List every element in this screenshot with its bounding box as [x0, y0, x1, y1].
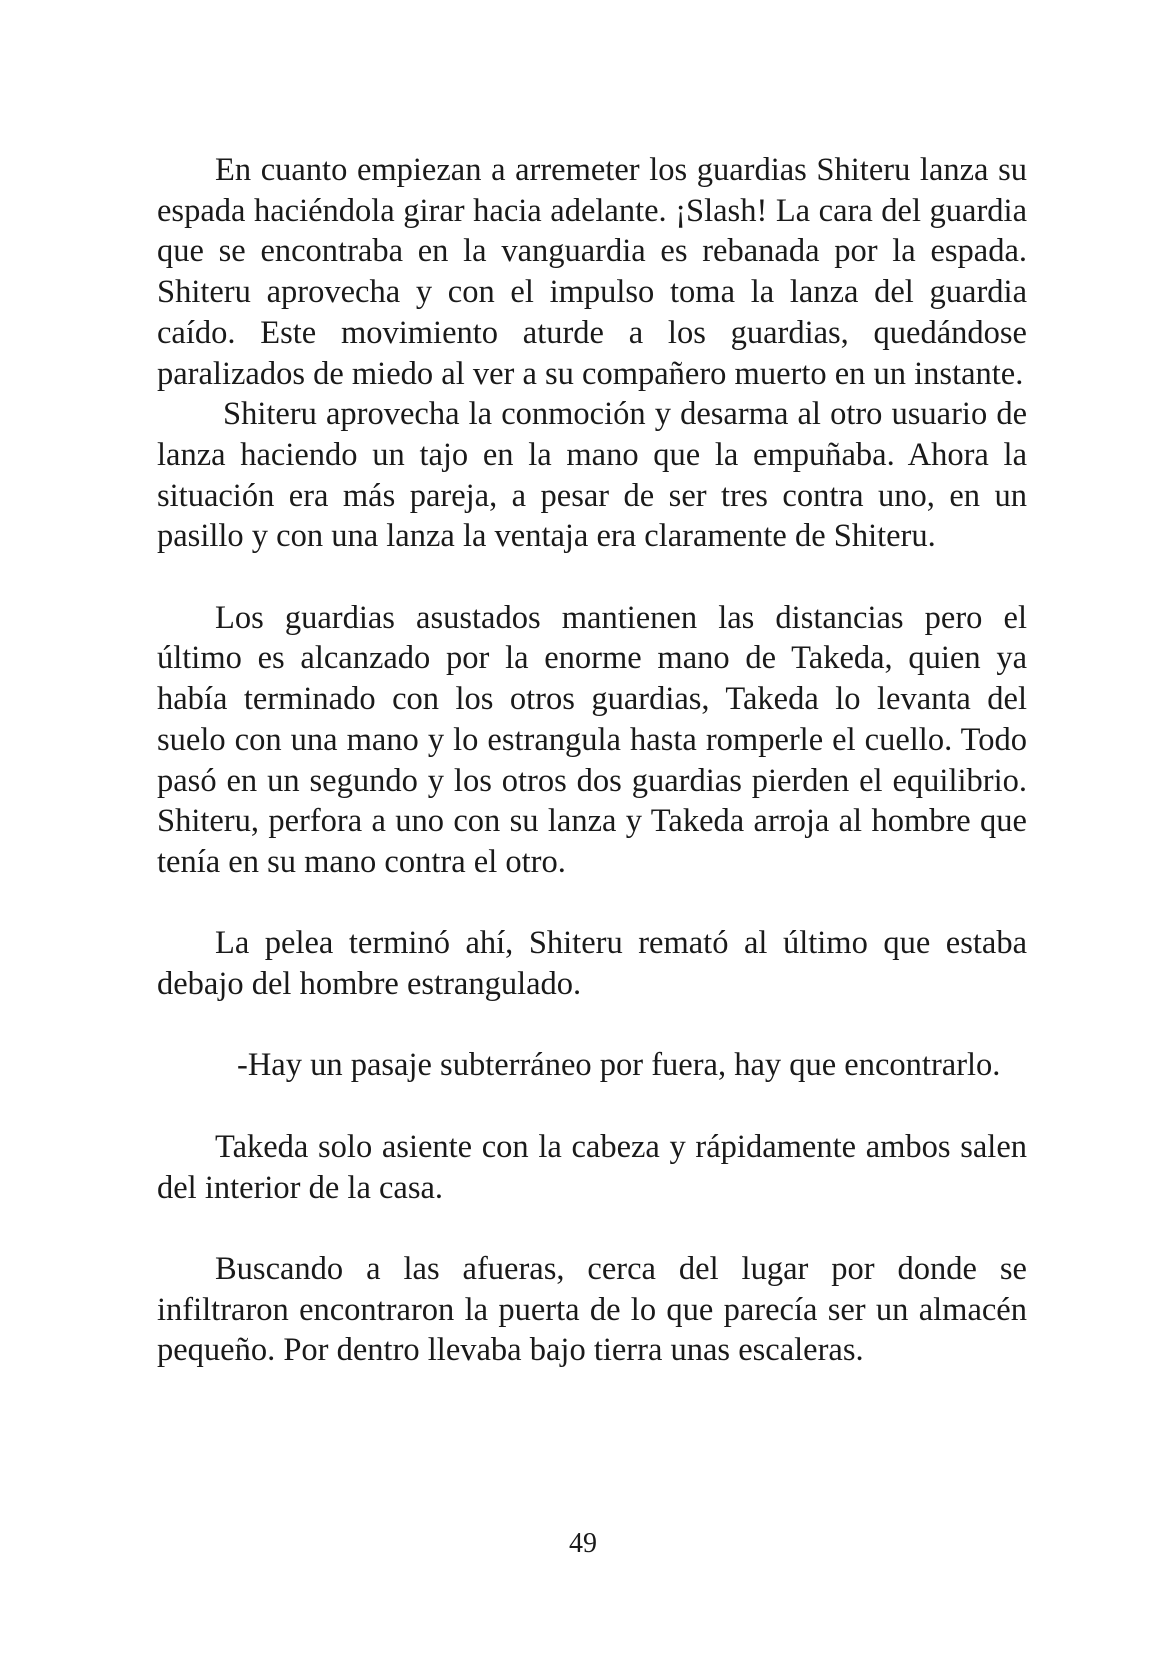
paragraph-6: Takeda solo asiente con la cabeza y rápidamente ambos salen del interior de la casa. [157, 1128, 1027, 1206]
paragraph-4: La pelea terminó ahí, Shiteru remató al último que estaba debajo del hombre estrangulado. [157, 925, 1027, 1003]
paragraph-2: Shiteru aprovecha la conmoción y desarma al otro usuario de lanza haciendo un tajo en la mano que la empuñaba. Ahora la situación era más pareja, a pesar de ser tres contra uno, en un pasillo y con una lanza la ventaja era claramente de Shiteru. [157, 396, 1027, 555]
paragraph-7: Buscando a las afueras, cerca del lugar por donde se infiltraron encontraron la puerta de lo que parecía ser un almacén pequeño. Por dentro llevaba bajo tierra unas escaleras. [157, 1250, 1027, 1369]
body-text [157, 150, 1027, 1371]
paragraph-1: En cuanto empiezan a arremeter los guardias Shiteru lanza su espada haciéndola girar hacia adelante. ¡Slash! La cara del guardia que se encontraba en la vanguardia es rebanada por la espada. Shiteru aprovecha y con el impulso toma la lanza del guardia caído. Este movimiento aturde a los guardias, quedándose paralizados de miedo al ver a su compañero muerto en un instante. [157, 152, 1027, 392]
page-number: 49 [569, 1528, 597, 1559]
dialogue-line: -Hay un pasaje subterráneo por fuera, hay que encontrarlo. [237, 1047, 1001, 1084]
paragraph-3: Los guardias asustados mantienen las distancias pero el último es alcanzado por la enorme mano de Takeda, quien ya había terminado con los otros guardias, Takeda lo levanta del suelo con una mano y lo estrangula hasta romperle el cuello. Todo pasó en un segundo y los otros dos guardias pierden el equilibrio. Shiteru, perfora a uno con su lanza y Takeda arroja al hombre que tenía en su mano contra el otro. [157, 599, 1027, 880]
